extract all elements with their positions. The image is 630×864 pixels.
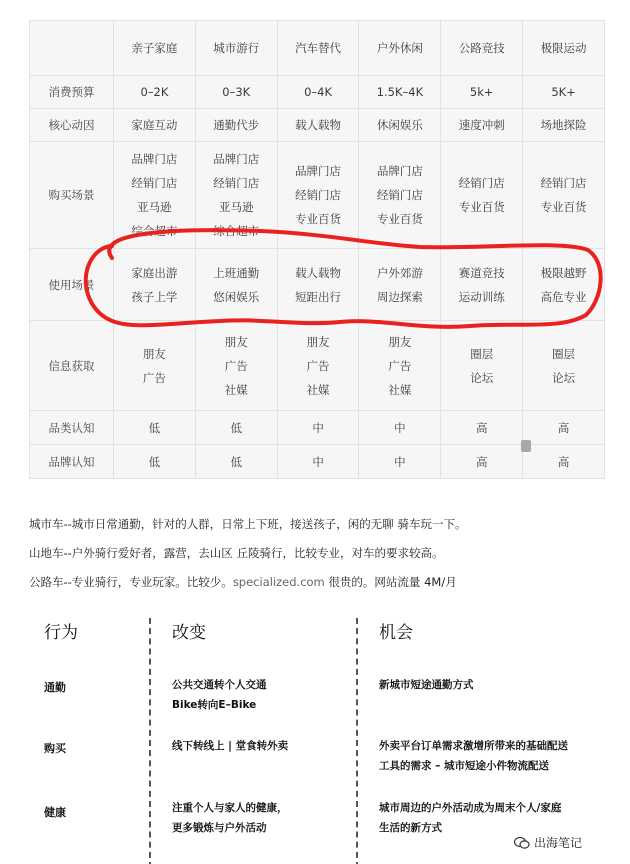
- table-cell: [523, 411, 605, 445]
- row-header: 消费预算: [30, 76, 114, 109]
- table-cell: [441, 109, 523, 142]
- cell-line: 朋友: [388, 334, 412, 349]
- table-row: [30, 249, 605, 321]
- cell-line: 高: [475, 454, 488, 469]
- table-cell: [523, 109, 605, 142]
- table-cell: [441, 142, 523, 249]
- table-cell: [195, 321, 277, 411]
- cell-line: 亚马逊: [218, 200, 254, 214]
- cell-line: 品牌门店: [376, 164, 423, 178]
- table-cell: [359, 142, 441, 249]
- cell-line: 短距出行: [295, 289, 342, 304]
- cell-line: 运动训练: [458, 289, 505, 304]
- table-row: [30, 76, 605, 109]
- table-cell: [359, 411, 441, 445]
- overlay-badge-icon: [521, 440, 531, 452]
- table-cell: [359, 321, 441, 411]
- table-cell: [359, 109, 441, 142]
- table-row: [30, 445, 605, 479]
- cell-line: 经销门店: [131, 176, 178, 190]
- cell-line: 朋友: [142, 346, 166, 361]
- cell-line: 朋友: [224, 334, 248, 349]
- cell-line: 广告: [306, 358, 330, 373]
- change-line: 更多锻炼与户外活动: [172, 822, 267, 834]
- row-header: 品类认知: [30, 411, 114, 445]
- notes-block: [29, 516, 466, 603]
- opportunity-line: 工具的需求 – 城市短途小件物流配送: [379, 760, 550, 772]
- cell-line: 高: [475, 420, 488, 435]
- change-commute: [172, 675, 267, 715]
- table-cell: [523, 445, 605, 479]
- table-cell: [277, 76, 359, 109]
- table-cell: [114, 109, 196, 142]
- cell-line: 高: [557, 454, 570, 469]
- header-opportunity: 机会: [379, 623, 413, 643]
- table-cell: [114, 321, 196, 411]
- cell-line: 品牌门店: [213, 152, 260, 166]
- cell-line: 休闲娱乐: [376, 118, 423, 132]
- header-change: 改变: [172, 623, 206, 643]
- cell-line: 广告: [224, 358, 248, 373]
- table-cell: [277, 109, 359, 142]
- opportunity-line: 新城市短途通勤方式: [379, 679, 474, 691]
- row-header: 信息获取: [30, 321, 114, 411]
- cell-line: 社媒: [224, 382, 248, 397]
- cell-line: 朋友: [306, 334, 330, 349]
- cell-line: 品牌门店: [295, 164, 342, 178]
- opportunity-commute: [379, 675, 474, 695]
- cell-line: 孩子上学: [131, 289, 178, 304]
- cell-line: 0–4K: [304, 85, 333, 99]
- table-cell: [195, 445, 277, 479]
- table-cell: [441, 445, 523, 479]
- note-road-text: 公路车--专业骑行，专业玩家。比较少。: [29, 575, 233, 589]
- table-row: [30, 142, 605, 249]
- table-cell: [195, 249, 277, 321]
- table-row: [30, 411, 605, 445]
- table-cell: [523, 321, 605, 411]
- cell-line: 低: [230, 420, 242, 435]
- row-header: 使用场景: [30, 249, 114, 321]
- cell-line: 亚马逊: [137, 200, 172, 214]
- table-row: [30, 109, 605, 142]
- opportunity-line: 生活的新方式: [379, 822, 442, 834]
- change-line: 公共交通转个人交通: [172, 679, 267, 691]
- cell-line: 经销门店: [540, 176, 587, 190]
- cell-line: 赛道竞技: [458, 265, 505, 280]
- column-header: 户外休闲: [359, 21, 441, 76]
- cell-line: 场地探险: [540, 118, 587, 132]
- cell-line: 5K+: [551, 85, 576, 99]
- cell-line: 专业百货: [458, 200, 505, 214]
- cell-line: 品牌门店: [131, 152, 178, 166]
- table-cell: [523, 142, 605, 249]
- table-corner-cell: [30, 21, 114, 76]
- note-city-bike: 城市车--城市日常通勤，针对的人群，日常上下班，接送孩子，闲的无聊 骑车玩一下。: [29, 517, 467, 531]
- table-cell: [114, 249, 196, 321]
- opportunity-health: [379, 798, 561, 838]
- cell-line: 0–2K: [140, 85, 169, 99]
- cell-line: 高: [557, 420, 570, 435]
- cell-line: 速度冲刺: [458, 118, 505, 132]
- table-cell: [441, 321, 523, 411]
- note-road-traffic: 很贵的。网站流量 4M/月: [324, 575, 457, 589]
- cell-line: 低: [230, 454, 242, 469]
- cell-line: 低: [148, 454, 161, 469]
- change-line: Bike转向E–Bike: [172, 699, 257, 711]
- table-cell: [359, 249, 441, 321]
- cell-line: 家庭出游: [131, 265, 178, 280]
- cell-line: 上班通勤: [213, 265, 260, 280]
- row-label-health: 健康: [44, 806, 66, 819]
- table-cell: [114, 76, 196, 109]
- opportunity-line: 外卖平台订单需求激增所带来的基础配送: [379, 740, 568, 752]
- change-line: 注重个人与家人的健康，: [172, 802, 288, 814]
- segment-table-wrapper: [29, 20, 605, 478]
- row-header: 核心动因: [30, 109, 114, 142]
- table-cell: [523, 76, 605, 109]
- cell-line: 载人载物: [295, 118, 342, 132]
- cell-line: 户外郊游: [376, 265, 423, 280]
- cell-line: 通勤代步: [213, 118, 260, 132]
- cell-line: 圈层: [470, 346, 494, 361]
- row-header: 购买场景: [30, 142, 114, 249]
- table-cell: [114, 445, 196, 479]
- change-health: [172, 798, 288, 838]
- cell-line: 0–3K: [222, 85, 251, 99]
- header-behavior: 行为: [44, 623, 78, 643]
- watermark-text: 出海笔记: [534, 836, 583, 850]
- cell-line: 综合超市: [131, 224, 178, 238]
- cell-line: 中: [312, 454, 324, 469]
- cell-line: 社媒: [306, 382, 330, 397]
- cell-line: 中: [394, 454, 406, 469]
- table-cell: [277, 142, 359, 249]
- table-cell: [114, 142, 196, 249]
- table-cell: [277, 249, 359, 321]
- cell-line: 综合超市: [213, 224, 260, 238]
- cell-line: 1.5K–4K: [376, 85, 424, 99]
- cell-line: 5k+: [469, 85, 494, 99]
- table-row: [30, 321, 605, 411]
- table-header-row: [30, 21, 605, 76]
- table-cell: [523, 249, 605, 321]
- row-label-commute: 通勤: [44, 681, 66, 694]
- column-header: 公路竞技: [441, 21, 523, 76]
- cell-line: 家庭互动: [131, 118, 178, 132]
- cell-line: 经销门店: [295, 188, 342, 202]
- note-road-bike: [29, 574, 466, 603]
- cell-line: 极限越野: [540, 265, 587, 280]
- row-label-purchase: 购买: [44, 742, 66, 755]
- cell-line: 周边探索: [376, 289, 423, 304]
- column-header: 城市游行: [195, 21, 277, 76]
- table-cell: [359, 445, 441, 479]
- note-mountain-bike: 山地车--户外骑行爱好者，露营，去山区 丘陵骑行，比较专业，对车的要求较高。: [29, 546, 444, 560]
- table-cell: [114, 411, 196, 445]
- table-cell: [441, 249, 523, 321]
- table-cell: [195, 411, 277, 445]
- table-cell: [195, 76, 277, 109]
- table-cell: [441, 76, 523, 109]
- divider-2: [356, 618, 358, 864]
- cell-line: 经销门店: [376, 188, 423, 202]
- column-header: 极限运动: [523, 21, 605, 76]
- change-purchase: [172, 736, 288, 756]
- row-header: 品牌认知: [30, 445, 114, 479]
- watermark-brand: [514, 834, 582, 851]
- behavior-table: [0, 600, 630, 864]
- table-cell: [441, 411, 523, 445]
- cell-line: 广告: [142, 370, 166, 385]
- cell-line: 经销门店: [458, 176, 505, 190]
- cell-line: 中: [394, 420, 406, 435]
- cell-line: 悠闲娱乐: [213, 289, 260, 304]
- table-cell: [277, 411, 359, 445]
- column-header: 亲子家庭: [114, 21, 196, 76]
- divider-1: [149, 618, 151, 864]
- table-cell: [195, 109, 277, 142]
- cell-line: 高危专业: [540, 289, 587, 304]
- cell-line: 社媒: [388, 382, 412, 397]
- cell-line: 经销门店: [213, 176, 260, 190]
- segment-table: [29, 20, 605, 479]
- table-cell: [277, 445, 359, 479]
- table-cell: [195, 142, 277, 249]
- cell-line: 专业百货: [540, 200, 587, 214]
- cell-line: 广告: [388, 358, 412, 373]
- opportunity-line: 城市周边的户外活动成为周末个人/家庭: [379, 802, 562, 814]
- specialized-link[interactable]: specialized.com: [232, 575, 325, 589]
- cell-line: 低: [148, 420, 161, 435]
- wechat-logo-icon: [514, 836, 530, 850]
- cell-line: 圈层: [552, 346, 576, 361]
- cell-line: 论坛: [552, 370, 576, 385]
- change-line: 线下转线上 | 堂食转外卖: [172, 740, 289, 752]
- cell-line: 专业百货: [376, 212, 423, 226]
- cell-line: 论坛: [470, 370, 494, 385]
- table-cell: [277, 321, 359, 411]
- table-cell: [359, 76, 441, 109]
- column-header: 汽车替代: [277, 21, 359, 76]
- cell-line: 专业百货: [295, 212, 342, 226]
- cell-line: 载人载物: [295, 265, 342, 280]
- cell-line: 中: [312, 420, 324, 435]
- opportunity-purchase: [379, 736, 568, 776]
